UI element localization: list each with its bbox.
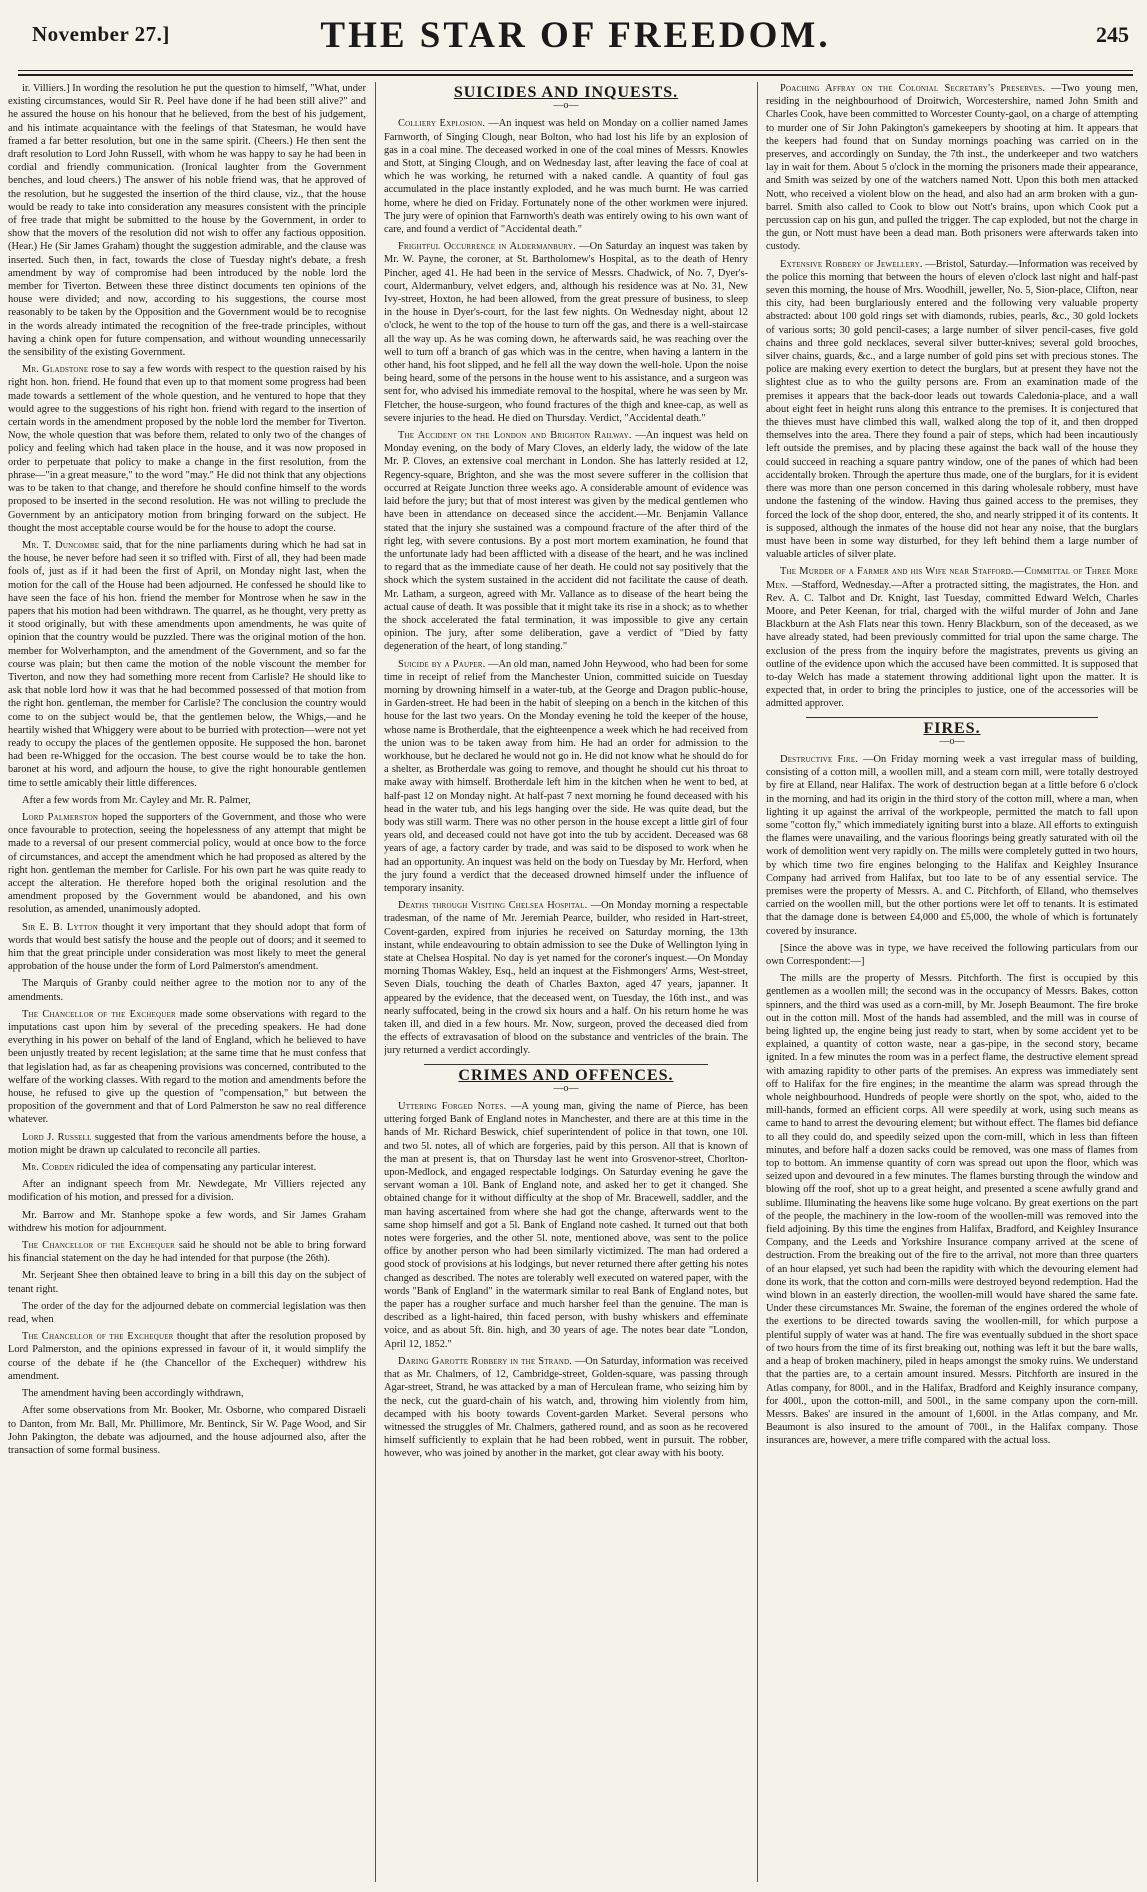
misc-articles bbox=[766, 82, 1138, 711]
article-paragraph bbox=[766, 565, 1138, 710]
article-paragraph bbox=[766, 258, 1138, 562]
paragraph-lead: Extensive Robbery of Jewellery. bbox=[780, 258, 923, 270]
article-paragraph bbox=[8, 811, 366, 917]
article-paragraph bbox=[8, 1330, 366, 1383]
article-paragraph bbox=[8, 1300, 366, 1326]
paragraph-lead: Poaching Affray on the Colonial Secretary's Preserves. bbox=[780, 83, 1046, 94]
section-title-suicides: SUICIDES AND INQUESTS. bbox=[453, 84, 679, 101]
paragraph-text: —An inquest was held on Monday evening, on the body of Mary Cloves, an elderly lady, the widow of the late Mr. P. Cloves, an extensive coal merchant in London. She has latterly resided at 12, Regency-square, Brighton, and she was the most severe sufferer in the collision that occurred at Reigate Junction three weeks ago. A considerable amount of evidence was laid before the jury; but that of most interest was given by the medical gentlemen who have been in attendance on deceased since the accident.—Mr. Benjamin Vallance stated that the injury she sustained was a compound fracture of the after third of the right leg, with severe contusions. By a post mort mortem examination, he found that the unfortunate lady had been afflicted with a disease of the heart, and he was inclined to regard that as the immediate cause of her death. He could not say positively that the shock which the system sustained in the accident did not facilitate the cause of death. Mr. Latham, a surgeon, agreed with Mr. Vallance as to disease of the heart being the actual cause of death. It was possible that it might take its rise in a shock; as to whether the shock accelerated the fatal termination, it was impossible to give any certain opinion. The jury, after some deliberation, gave a verdict of "Died by fatty degeneration of the heart, of long standing." bbox=[384, 430, 748, 653]
article-paragraph bbox=[384, 658, 748, 896]
section-rule bbox=[806, 717, 1098, 718]
article-paragraph bbox=[384, 1355, 748, 1461]
section-title-fires: FIRES. bbox=[923, 719, 981, 737]
article-paragraph bbox=[766, 942, 1138, 968]
article-paragraph bbox=[8, 1161, 366, 1174]
paragraph-text: —An old man, named John Heywood, who had been for some time in receipt of relief from the Manchester Union, committed suicide on Tuesday morning by drowning himself in a water-tub, at the George and Dragon public-house, in Garden-street. He had been in the habit of sleeping on a bench in the kitchen of this house for the last two years. On the Monday evening he told the keeper of the house, whose name is Brotherdale, that the eighteenpence a week which he had received from the union was to be taken away from him. He had an order for admission to the workhouse, but he declared he would not go in. He did not know what he should do for a shelter, as Brotherdale was going to remove, and thought he should cut his throat to make away with himself. Brotherdale left him in the kitchen when he went to bed, at half-past 12 on Monday night. At half-past 7 next morning he found deceased with his head in the water tub, and his legs hanging over the side. He was quite dead, but the body was still warm. There was no other person in the house except a little girl of four years old, and deceased could not have got into the tub by accident. Deceased was 68 years of age, a factory carder by trade, and was said to be disposed to work when he had an opportunity. An inquest was held on the body on Tuesday by Mr. Herford, when the jury found a verdict that the deceased drowned himself under the influence of temporary insanity. bbox=[384, 658, 748, 894]
paragraph-text: The order of the day for the adjourned debate on commercial legislation was then read, when bbox=[8, 1300, 366, 1326]
crimes-articles bbox=[384, 1100, 748, 1460]
paragraph-text: ir. Villiers.] In wording the resolution he put the question to himself, "What, under existing circumstances, would Sir R. Peel have done if he had been still alive?" and he assured the house on his honour that he believed, from the best of his judgement, and his intimate acquaintance with the feelings of that Statesman, he would have framed a far better resolution, but one in the same spirit. (Cheers.) He then sent the draft resolution to Lord John Russell, with whom he was happy to say he had been in cordial and friendly communication. (Ironical laughter from the Government benches, and loud cheers.) The answer of his noble friend was, that he approved of the resolution, but he suggested the insertion of the third clause, viz., that the house would be ready to take into consideration any measures consistent with the principle of free trade that might be submitted to the house by the Government, in order to show that the movers of the resolution did not wish to offer any factious opposition. (Hear.) He (Sir James Graham) thought the suggestion admirable, and the clause was inserted. Such then, in fact, towards the close of Tuesday night's debate, a fresh amendment by way of compromise had been introduced by the noble lord the member for Tiverton. Between these three distinct documents ten opinions of the house were divided; and now, according to his suggestions, the course most reasonably to be taken by the Opposition and the Government would be to recognise in the words already intimated the recognition of the free-trade principles, without having a chink open for future compensation, and without wounding unnecessarily the sensibility of the existing Government. bbox=[8, 83, 366, 359]
paragraph-lead: Sir E. B. Lytton bbox=[22, 921, 99, 933]
paragraph-lead: The Accident on the London and Brighton Railway. bbox=[398, 430, 632, 442]
paragraph-text: —Stafford, Wednesday.—After a protracted sitting, the magistrates, the Hon. and Rev. A. C. Talbot and Dr. Knight, last Tuesday, committed Edward Welch, Charles Moore, and Peter Keenan, for trial, charged with the wilful murder of John and Jane Blackburn at the Ash Flats near this town. Henry Blackburn, son of the deceased, as we have already stated, had been previously committed for trial upon the same charge. The exclusion of the press from the inquiry before the magistrates, prevents us giving an outline of the evidence upon which the accused have been committed. It is supposed that to-day Welch has made a statement throwing additional light upon the matter. It is expected that, in order to bring the principles to justice, one of the accessories will be admitted approver. bbox=[766, 579, 1138, 710]
article-paragraph bbox=[766, 753, 1138, 938]
paragraph-lead: Colliery Explosion. bbox=[398, 118, 486, 130]
newspaper-title: THE STAR OF FREEDOM. bbox=[320, 15, 831, 56]
paragraph-text: The Marquis of Granby could neither agree to the motion nor to any of the amendments. bbox=[8, 978, 366, 1003]
parliament-report bbox=[8, 82, 366, 1457]
paragraph-text: thought that after the resolution proposed by Lord Palmerston, and the opinions expressed in favour of it, it would simplify the course of the debate if he (the Chancellor of the Exchequer) withdrew his amendment. bbox=[8, 1331, 366, 1382]
column-parliament bbox=[8, 82, 366, 1882]
paragraph-lead: Uttering Forged Notes. bbox=[398, 1101, 507, 1113]
paragraph-lead: Lord J. Russell bbox=[22, 1131, 92, 1143]
paragraph-text: —On Saturday an inquest was taken by Mr. W. Payne, the coroner, at St. Bartholomew's Hospital, as to the death of Henry Pincher, aged 41. He had been in the service of Messrs. Chadwick, of No. 7, Dyer's-court, Aldermanbury, velvet edgers, and, although his residence was at No. 31, New Ivy-street, Hoxton, he had been allowed, from the great pressure of business, to sleep in the house in Dyer's-court, for the last few nights. On Wednesday night, about 12 o'clock, he went to the top of the house to turn off the gas, and there is a well-staircase all the way up. As he was coming down, he afterwards said, he was reaching over the well to turn off a branch of gas which was in the centre, when having a lantern in the other hand, his foot slipped, and he fell all the way down the well-hole. Upon the noise being heard, some of the persons in the house went to his assistance, and a surgeon was sent for, who advised his immediate removal to the hospital, where he was seen by Mr. Fletcher, the house-surgeon, who found fractures of the thigh and knee-cap, as well as severe injuries to the head. He died on Thursday. Verdict, "Accidental death." bbox=[384, 241, 748, 424]
page-number: 245 bbox=[1096, 22, 1129, 47]
paragraph-lead: The Murder of a Farmer and his Wife near Stafford.—Committal of Three More Men. bbox=[766, 566, 1138, 591]
paragraph-lead: The Chancellor of the Exchequer bbox=[22, 1008, 176, 1020]
paragraph-text: The amendment having been accordingly withdrawn, bbox=[22, 1388, 244, 1400]
paragraph-text: thought it very important that they should adopt that form of words that would best satisfy the house and the people out of doors; and it seemed to him that the great principle under consideration was most likely to meet the general approbation of the house under the form of Lord Palmerston's amendment. bbox=[8, 921, 366, 973]
column-inquests-crimes bbox=[384, 82, 748, 1882]
section-rule bbox=[424, 1064, 708, 1065]
paragraph-lead: The Chancellor of the Exchequer bbox=[22, 1331, 174, 1343]
paragraph-text: —A young man, giving the name of Pierce, has been uttering forged Bank of England notes in Manchester, and there are at this time in the hands of Mr. Richard Beswick, chief superintendent of police in that town, one 10l. and two 5l. notes, all of which are forgeries, paid by this person. All that is known of the man at present is, that on Thursday last he went into Grosvenor-street, Chorlton-upon-Medlock, and engaged respectable lodgings. On Saturday evening he gave the servant woman a 10l. Bank of England note, and asked her to get it changed. She obtained change for it without difficulty at the shop of Mr. Bracewell, saddler, and the man having ascertained from where she had got the change, afterwards went to the same shop himself and got a 5l. Bank of England note cashed. It turned out that both notes were forgeries, and the other 5l. note, mentioned above, was sent to the police office by another person who had been similarly victimized. The man had ordered a good stock of provisions at his lodgings, but never returned there after getting his notes changed as described. The notes are tolerably well executed on watered paper, with the words "Bank of England" in the watermark similar to real Bank of England notes, but the paper has a rougher surface and much harsher feel than the genuine. The man is described as a light-haired, thin faced person, with bushy whiskers and effeminate voice, and as about 5ft. 8in. high, and 30 years of age. The notes bear date "London, April 12, 1852." bbox=[384, 1101, 748, 1350]
article-paragraph bbox=[766, 82, 1138, 254]
paragraph-text: ridiculed the idea of compensating any particular interest. bbox=[76, 1162, 317, 1174]
paragraph-lead: The Chancellor of the Exchequer bbox=[22, 1240, 176, 1252]
paragraph-lead: Mr. Gladstone bbox=[22, 364, 89, 376]
paragraph-text: —Bristol, Saturday.—Information was received by the police this morning that between the hours of eleven o'clock last night and half-past seven this morning, the house of Mrs. Woodhill, jeweller, No. 5, Sion-place, Clifton, near this city, had been burglariously entered and the following very valuable property abstracted: about 100 gold rings set with diamonds, rubies, pearls, &c., 30 gold lockets of various sorts; 30 gold pencil-cases; a large number of silver pencil-cases, five gold chains and three gold necklaces, several silver butter-knives; several gold brooches, silver chains, guards, &c., and a large number of gold pins set with precious stones. The police are making every exertion to detect the burglars, but at present they have not the slightest clue as to who the guilty persons are. From an examination made of the premises it appears that the back-door leads out towards Caledonia-place, and a wall about eight feet in height runs along this entrance to the premises. It is conjectured that the thieves must have climbed this wall, walked along the top of it, and then dropped themselves into the area. There they found a pair of steps, which had been incautiously left outside the premises, and by placing these against the back wall of the house they could succeed in reaching a square pantry window, one of the panes of which had been accidentally broken. Through the aperture thus made, one of the burglars, for it is evident there was more than one person concerned in this daring wholesale robbery, must have undone the fastening of the window. Having thus gained access to the premises, they forced the lock of the shop door, entered, the sho, and nearly stripped it of its contents. It is supposed, although the inmates of the house did not hear any noise, that the burglars must have been in some way disturbed, for they left behind them a large number of valuable articles of silver plate. bbox=[766, 258, 1138, 561]
article-paragraph bbox=[8, 1178, 366, 1204]
section-ornament: —o— bbox=[553, 1082, 579, 1094]
section-ornament: —o— bbox=[553, 100, 579, 112]
article-paragraph bbox=[384, 899, 748, 1057]
masthead-rule bbox=[18, 70, 1133, 71]
fires-articles bbox=[766, 753, 1138, 1448]
article-paragraph bbox=[766, 972, 1138, 1447]
paragraph-text: said, that for the nine parliaments during which he had sat in the house, he never before had seen it so trifled with. First of all, they had been made fools of, just as if it had been the first of April, on Monday night last, when the motion for the call of the House had been adjourned. He confessed he should like to have seen the face of his hon. friend the member for Montrose when he saw in the papers that his motion had been withdrawn. The quarrel, as he thought, very pretty as it stood originally, but with these amendments upon amendments, he was quite of opinion that the country would be puzzled. There was the original motion of the hon. member for Wolverhampton, and the amendment of the Government, and so far the course was plain; but then came the motion of the noble viscount the member for Tiverton, and now they had something more recent from Carlisle? He should like to ask that noble lord how it was that he had becommed possessed of that motion from the right hon. gentleman, the member for Carlisle? The conclusion the country would come to on the subject would be, that the gentlemen below, the Whigs,—and he heartily wished that Whiggery were about to be burried with protection—were not yet ready to occupy the places of the gentlemen opposite. He supposed the hon. baronet had been re-Whigged for the occasion. The best course would be to take the hon. baronet at his word, and adjourn the house, to give the right honourable gentlemen time to settle amicably their little differences. bbox=[8, 539, 366, 789]
paragraph-text: rose to say a few words with respect to the question raised by his right hon. hon. friend. He found that even up to that moment some progress had been made towards a settlement of the whole question, and he ventured to hope that they would agree to the suggestions of his right hon. friend with regard to the insertion of certain words in the amendment proposed by the noble lord the member for Tiverton. Now, the whole question that was before them, related to only two of the changes of policy and feeling which had taken place in the house, and it was now proposed in order to perpetuate that policy to make a change in the first resolution, from the phrase—"in a great measure," to the word "may." He did not think that any objections was to be taken to that change, and therefore he should confine himself to the words proposed to be inserted in the second resolution. He was not willing to preclude the Government by an anticipatory motion from bringing forward on the subject. He thought the most acceptable course would be for the house to adopt the course. bbox=[8, 364, 366, 534]
column-divider bbox=[757, 82, 758, 1882]
paragraph-text: —Two young men, residing in the neighbourhood of Droitwich, Worcestershire, named John Smith and Charles Cook, have been committed to Worcester County-gaol, on a charge of attempting to murder one of Sir John Pakington's gamekeepers by shooting at him. It appears that the keepers had found that on Sunday mornings poaching was carried on in the preserves, and accordingly on Sunday, the 7th inst., the underkeeper and two watchers lay in wait for them. About 5 o'clock in the morning the prisoners made their appearance, and Smith was seized by one of the watchers named Nott. Upon this both men attacked Nott, who received a violent blow on the head, and also had an arm broken with a gun-barrel. Smith also called to Cook to blow out Nott's brains, upon which Cook put a percussion cap on his gun, and pulled the trigger. The cap exploded, but not the charge in the gun, or Nott must have been a dead man. Both prisoners were afterwards taken into custody. bbox=[766, 83, 1138, 253]
article-paragraph bbox=[8, 794, 366, 807]
paragraph-text: Mr. Serjeant Shee then obtained leave to bring in a bill this day on the subject of tenant right. bbox=[8, 1270, 366, 1295]
article-paragraph bbox=[8, 1387, 366, 1400]
masthead bbox=[18, 8, 1133, 76]
inquests-articles bbox=[384, 117, 748, 1057]
paragraph-text: —On Monday morning a respectable tradesman, of the name of Mr. Jeremiah Pearce, builder, who resided in Hart-street, Covent-garden, expired from injuries he received on Saturday morning, the 13th instant, while endeavouring to obtain admission to see the Duke of Wellington lying in state at Chelsea Hospital. No day is yet named for the coroner's inquest.—On Monday morning Thomas Wakley, Esq., held an inquest at the Fishmongers' Arms, West-street, Seven Dials, touching the death of Charles Baxton, aged 47 years, japanner. It appeared by the evidence, that the deceased went, on Tuesday, the 16th inst., and was nearly suffocated, being in the crowd six hours and a half. On his return home he was taken ill, and died in a few hours. Mr. Now, surgeon, proved the deceased died from the effects of extravasation of blood on the substance and ventricles of the brain. The jury returned a verdict accordingly. bbox=[384, 900, 748, 1057]
paragraph-text: Mr. Barrow and Mr. Stanhope spoke a few words, and Sir James Graham withdrew his motion for adjournment. bbox=[8, 1209, 366, 1234]
paragraph-lead: Deaths through Visiting Chelsea Hospital. bbox=[398, 900, 588, 912]
column-divider bbox=[375, 82, 376, 1882]
article-paragraph bbox=[8, 1209, 366, 1235]
paragraph-text: suggested that from the various amendments before the house, a motion might be drawn up calculated to reconcile all parties. bbox=[8, 1131, 366, 1156]
article-paragraph bbox=[8, 539, 366, 790]
article-paragraph bbox=[8, 1404, 366, 1457]
paragraph-lead: Mr. T. Duncombe bbox=[22, 539, 100, 551]
article-paragraph bbox=[384, 240, 748, 425]
paragraph-text: said he should not be able to bring forward his financial statement on the day he had intended for that purpose (the 26th). bbox=[8, 1240, 366, 1265]
paragraph-lead: Lord Palmerston bbox=[22, 811, 99, 823]
section-ornament: —o— bbox=[939, 735, 965, 747]
article-paragraph bbox=[8, 1008, 366, 1127]
paragraph-text: hoped the supporters of the Government, and those who were once favourable to protection, seeing the hopelessness of any attempt that might be made to a reversal of our present commercial policy, would at once bow to the force of circumstances, and accept the amendment which he had proposed as altered by the right hon. gentleman the member for Carlisle. For his own part he was quite ready to accept the alteration. He therefore hoped both the original resolution and the amendment proposed by the Government would be abandoned, and his own resolution, as amended, unanimously adopted. bbox=[8, 811, 366, 916]
paragraph-text: After some observations from Mr. Booker, Mr. Osborne, who compared Disraeli to Danton, from Mr. Ball, Mr. Phillimore, Mr. Bentinck, Sir W. Page Wood, and Sir John Pakington, the debate was adjourned, and the house adjourned also, after the transaction of some formal business. bbox=[8, 1405, 366, 1456]
column-misc-fires bbox=[766, 82, 1138, 1882]
paragraph-text: made some observations with regard to the imputations cast upon him by several of the preceding speakers. He had done everything in his power on behalf of the land of England, which he believed to have been unjustly treated by recent legislation; at the same time that he must confess that that legislation had, as far as cheapening provisions was concerned, contributed to the welfare of the working classes. With regard to the motion and amendments before the house, he refused to give up the question of "compensation," but between the proposition of the government and that of Lord Palmerston he saw no real difference whatever. bbox=[8, 1008, 366, 1126]
paragraph-text: —On Saturday, information was received that as Mr. Chalmers, of 12, Cambridge-street, Golden-square, was passing through Agar-street, Strand, he was attacked by a man of Herculean frame, who seizing him by the neck, cut the guard-chain of his watch, and, throwing him violently from him, decamped with his booty towards Covent-garden Market. Several persons who witnessed the struggles of Mr. Chalmers, gathered round, and as soon as he recovered himself sufficiently to explain that he had been robbed, went in pursuit. The robber, however, who was joined by another in the market, got clear away with his booty. bbox=[384, 1355, 748, 1460]
article-paragraph bbox=[384, 429, 748, 653]
paragraph-lead: Daring Garotte Robbery in the Strand. bbox=[398, 1355, 573, 1367]
paragraph-text: After an indignant speech from Mr. Newdegate, Mr Villiers rejected any modification of his motion, and pressed for a division. bbox=[8, 1179, 366, 1204]
paragraph-lead: Frightful Occurrence in Aldermanbury. bbox=[398, 241, 576, 253]
article-paragraph bbox=[384, 1100, 748, 1351]
article-paragraph bbox=[8, 363, 366, 535]
issue-date: November 27.] bbox=[32, 22, 170, 46]
paragraph-lead: Destructive Fire. bbox=[780, 753, 859, 765]
article-paragraph bbox=[8, 977, 366, 1003]
section-title-crimes: CRIMES AND OFFENCES. bbox=[458, 1066, 674, 1084]
paragraph-text: [Since the above was in type, we have received the following particulars from our own Correspondent:—] bbox=[766, 942, 1138, 967]
article-paragraph bbox=[8, 82, 366, 359]
paragraph-text: —On Friday morning week a vast irregular mass of building, consisting of a cotton mill, a woollen mill, and a steam corn mill, were totally destroyed by fire at Elland, near Halifax. The work of destruction began at a little before 6 o'clock in the morning, and had its origin in the third story of the cotton mill, where a man, when lighting it up against the arrival of the workpeople, permitted the match to fall upon some "cotton fly," which immediately igniting burst into a blaze. All efforts to extinguish the flames were unavailing, and the various floorings being greatly saturated with oil the work of demolition went very rapidly on. The mills were completely gutted in two hours, by which time two fire engines belonging to the Halifax and Keighley Insurance Company had arrived from Halifax, but too late to be of any essential service. The premises were the property of Messrs. A. and C. Pitchforth, of Elland, who themselves carried on the woollen mill, but the other portions were let off to tenants. It is estimated that the damage done is between £4,000 and £5,000, the whole of which is fortunately covered by insurance. bbox=[766, 753, 1138, 937]
paragraph-lead: Mr. Cobden bbox=[22, 1162, 75, 1174]
article-paragraph bbox=[8, 1131, 366, 1157]
article-paragraph bbox=[8, 1239, 366, 1265]
paragraph-text: After a few words from Mr. Cayley and Mr. R. Palmer, bbox=[22, 794, 251, 806]
paragraph-text: —An inquest was held on Monday on a collier named James Farnworth, of Singing Clough, near Bolton, who had lost his life by an explosion of gas in a coal mine. The deceased worked in one of the coal mines of Messrs. Knowles and Stott, at Singing Clough, and on Wednesday last, after leaving the face of coal at which he was working, he returned with a naked candle. A quantity of foul gas accumulated in the place instantly exploded, and he was much burnt. He was carried home, where he died on Friday. Fortunately none of the other workmen were injured. The jury were of opinion that Farnworth's death was entirely owing to his own want of care, and found a verdict of "Accidental death." bbox=[384, 118, 748, 236]
article-paragraph bbox=[8, 1269, 366, 1295]
article-paragraph bbox=[384, 117, 748, 236]
paragraph-lead: Suicide by a Pauper. bbox=[398, 658, 486, 670]
paragraph-text: The mills are the property of Messrs. Pitchforth. The first is occupied by this gentlemen as a woollen mill; the second was in the occupancy of Messrs. Bakes, cotton spinners, and the third was used as a corn-mill, by Mr. Joseph Beaumont. The fire broke out in the cotton mill. Most of the hands had assembled, and the mill was in course of being lighted up, the engine being just ready to start, when by some accident yet to be explained, a quantity of cotton waste, near a gas-pipe, in the second story, became ignited. In a few minutes the room was in a perfect flame, the destructive element spread with amazing rapidity to other parts of the premises. An express was immediately sent off to Halifax for the fire engines; in the meantime the alarm was spread through the whole neighbourhood. Hundreds of people were shortly on the spot, who, aided to the mill-hands, formed an efficient corps. All were speedily at work, using such means as came to hand to arrest the devouring element; but without effect. The flames bid defiance to all they could do, and speedily seized upon the corn-mill, which in less than fifteen minutes, and before half a dozen sacks could be removed, was one mass of flames from top to bottom. An immense quantity of corn was spread out upon the floor, which was seized upon and devoured in a few minutes. The flames bursting through the window and blowing off the roof, shot up to a great height, and presented a scene awfully grand and sublime. Illuminating the heavens like some huge volcano. By great exertions on the part of the people, the machinery in the low-room of the woollen-mill was removed into the field adjoining. By this time the engines from Halifax, Bradford, and Keighley Insurance Company, and the Leeds and Yorkshire Insurance company arrived at the scene of destruction. From the breaking out of the fire to the arrival, not more than three quarters of an hour elapsed, yet such had been the rapidity with which the devouring element had done its work, that the cotton and corn-mills were destroyed beyond redemption. Had the wind blown in an easterly direction, the woollen-mill would have shared the same fate. Under these circumstances Mr. Swaine, the foreman of the engines ordered the whole of the exertions to be directed towards saving the woollen-mill, for which purpose a plentiful supply of water was at hand. The fire was eventually subdued in the short space of two hours from the time of its first breaking out, nothing was left it but the bare walls, and a heap of broken machinery, piled in heaps amongst the smoky ruins. We understand that the parties are, to a certain amount insured. Messrs. Pitchforth are insured in the Atlas company, for 800l., and in the Halifax, Bradford and Keighly insurance company, for 400l., upon the cotton-mill, and 500l., in the same company upon the corn-mill. Messrs. Bakes' are insured in the amount of 1,600l. in the Atlas company, and Mr. Beaumont is also insured to the amount of 700l., in the Halifax company. Those insurances are, however, a mere trifle compared with the actual loss. bbox=[766, 973, 1138, 1447]
article-paragraph bbox=[8, 921, 366, 974]
